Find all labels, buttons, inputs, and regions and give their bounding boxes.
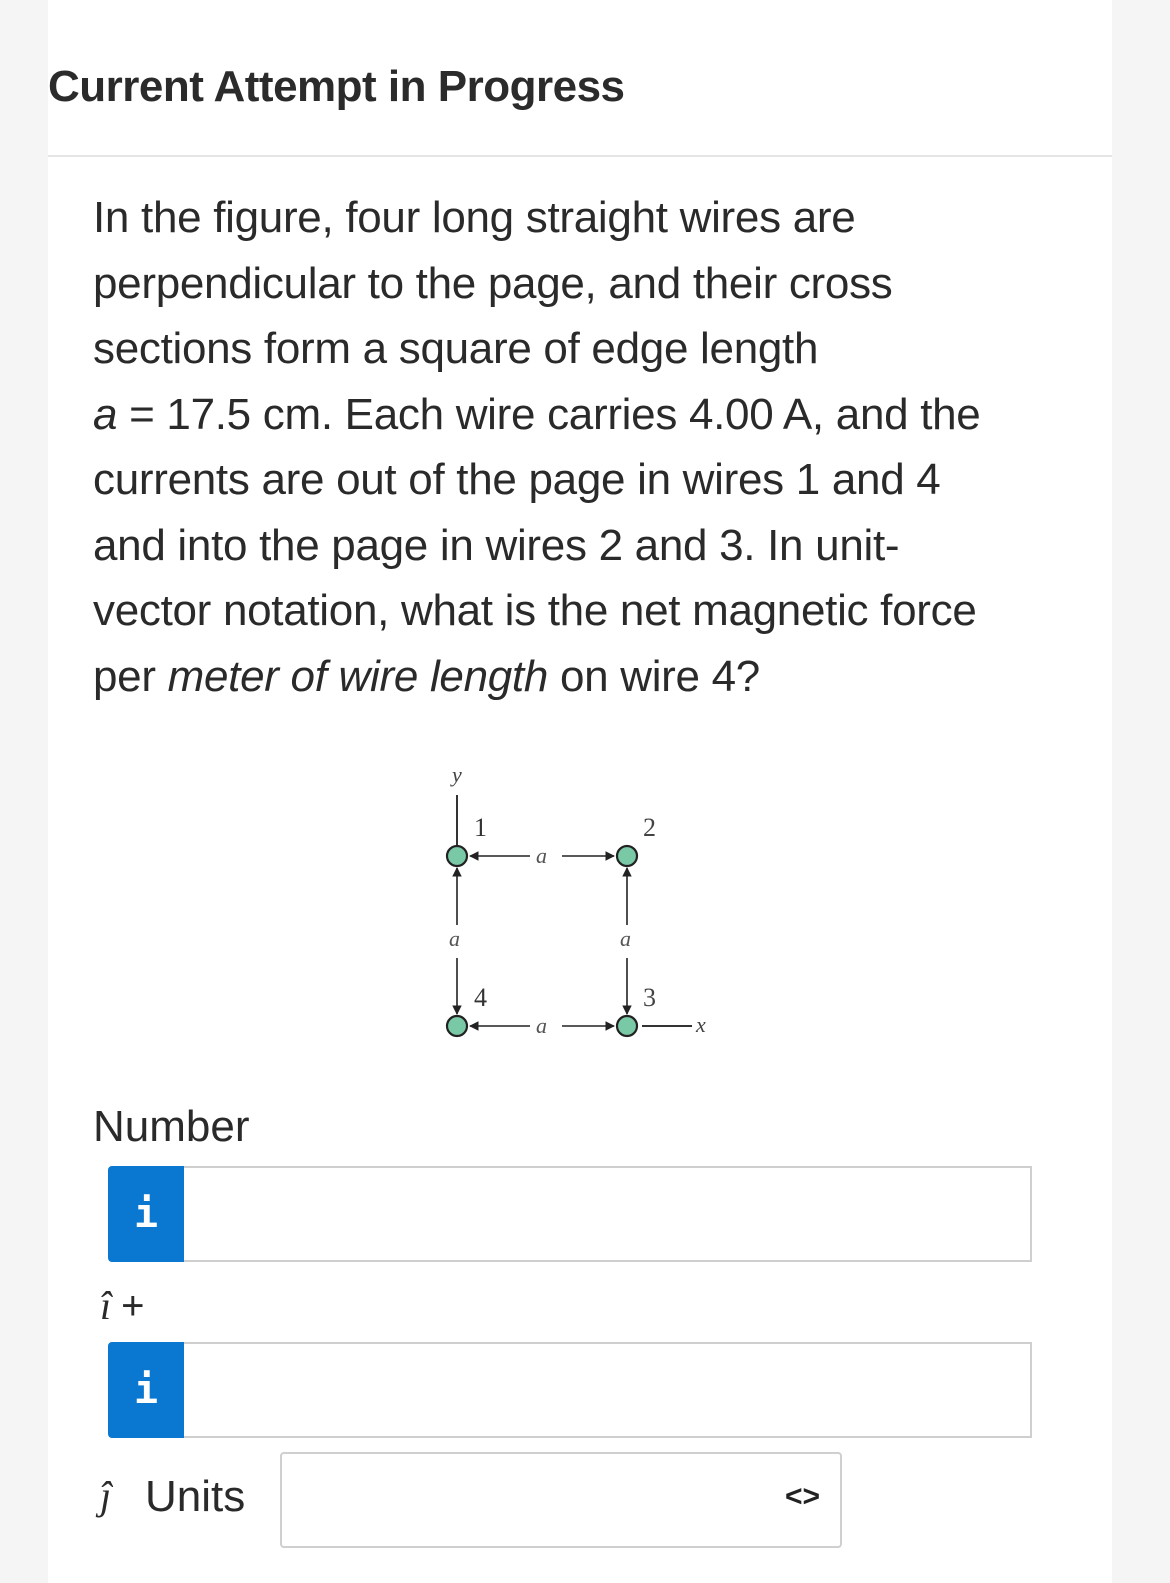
j-component-input[interactable]: [184, 1342, 1032, 1438]
plus-sign: +: [121, 1284, 145, 1328]
question-line: [93, 382, 1083, 448]
units-select[interactable]: [280, 1452, 842, 1548]
question-text: [93, 185, 1083, 709]
question-line: and into the page in wires 2 and 3. In unit-: [93, 520, 900, 570]
question-fragment: per: [93, 651, 168, 701]
y-axis-label: y: [452, 762, 462, 787]
chevron-up-down-icon: <>: [784, 1480, 820, 1513]
question-line: vector notation, what is the net magnetic force: [93, 586, 977, 635]
j-component-row: [108, 1342, 1032, 1438]
emphasis-text: meter of wire length: [167, 651, 549, 701]
question-line: currents are out of the page in wires 1 and 4: [93, 455, 941, 504]
top-edge-label: a: [536, 843, 547, 868]
bottom-edge-label: a: [536, 1013, 547, 1038]
wire-label-3: 3: [643, 983, 656, 1012]
right-edge-label: a: [620, 926, 631, 951]
question-fragment: on wire 4?: [548, 651, 760, 701]
i-hat-label: [100, 1282, 144, 1329]
variable-a: a: [93, 389, 118, 439]
wire-2: [617, 846, 637, 866]
wire-4: [447, 1016, 467, 1036]
question-line: sections form a square of edge length: [93, 324, 819, 373]
question-line: In the figure, four long straight wires are: [93, 193, 856, 242]
wire-label-2: 2: [643, 813, 656, 842]
i-hat-symbol: î: [100, 1283, 112, 1328]
question-line-rest: = 17.5 cm. Each wire carries 4.00 A, and the: [117, 389, 981, 439]
number-label: Number: [93, 1102, 250, 1151]
left-edge-label: a: [449, 926, 460, 951]
units-label: Units: [145, 1472, 246, 1521]
wire-label-1: 1: [474, 813, 487, 842]
wire-square-figure: [430, 760, 740, 1060]
question-line: [93, 644, 1083, 710]
j-hat-symbol: ĵ: [100, 1473, 112, 1518]
i-component-row: [108, 1166, 1032, 1262]
x-axis-label: x: [696, 1012, 706, 1037]
i-component-input[interactable]: [184, 1166, 1032, 1262]
wire-3: [617, 1016, 637, 1036]
header-divider: [48, 155, 1112, 157]
info-button-i[interactable]: i: [108, 1166, 184, 1262]
wire-1: [447, 846, 467, 866]
wire-label-4: 4: [474, 983, 487, 1012]
question-line: perpendicular to the page, and their cross: [93, 258, 893, 308]
page-title: Current Attempt in Progress: [48, 62, 625, 111]
info-button-j[interactable]: i: [108, 1342, 184, 1438]
